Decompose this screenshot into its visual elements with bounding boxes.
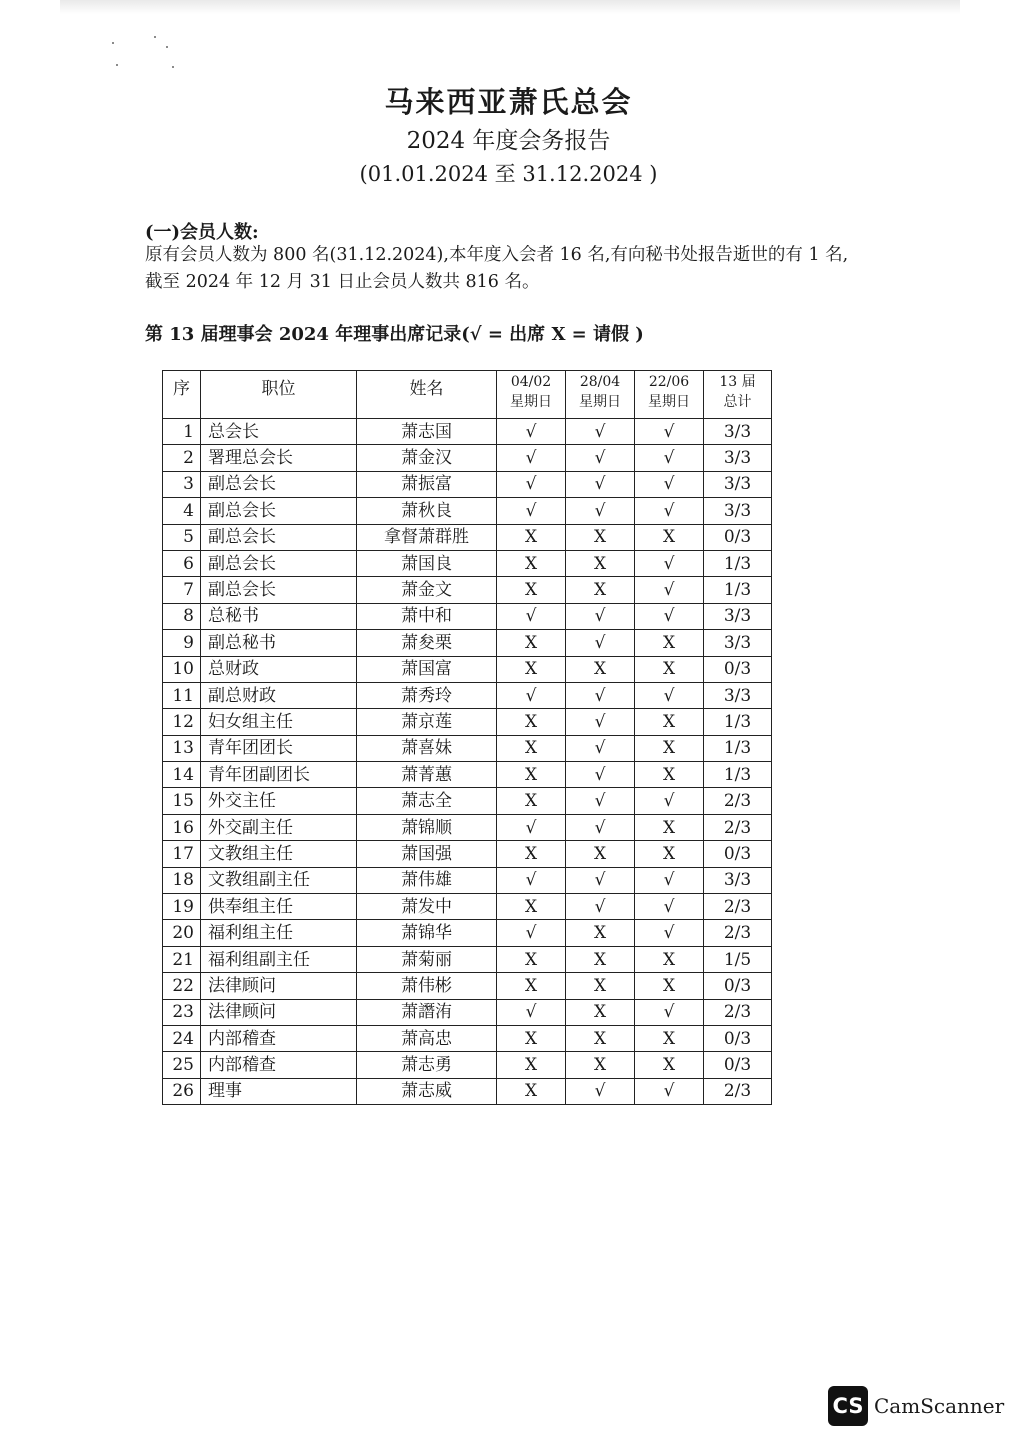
row-name: 萧国富 (357, 656, 497, 682)
table-row (163, 1078, 772, 1104)
row-name: 萧伟雄 (357, 867, 497, 893)
row-position: 内部稽查 (201, 1052, 357, 1078)
row-position: 总秘书 (201, 603, 357, 629)
table-row (163, 445, 772, 471)
row-meeting-3: √ (635, 603, 704, 629)
row-meeting-2: √ (566, 867, 635, 893)
row-name: 萧志全 (357, 788, 497, 814)
table-row (163, 471, 772, 497)
row-meeting-3: √ (635, 577, 704, 603)
attendance-table (162, 370, 772, 1105)
table-row (163, 735, 772, 761)
row-position: 副总会长 (201, 524, 357, 550)
row-name: 萧国强 (357, 841, 497, 867)
row-name: 萧京莲 (357, 709, 497, 735)
row-total: 3/3 (704, 498, 772, 524)
row-number: 7 (163, 577, 201, 603)
row-total: 1/5 (704, 946, 772, 972)
document-title: 马来西亚萧氏总会 (384, 85, 633, 119)
row-total: 1/3 (704, 577, 772, 603)
row-meeting-1: X (497, 735, 566, 761)
row-position: 总财政 (201, 656, 357, 682)
row-meeting-1: √ (497, 814, 566, 840)
row-total: 3/3 (704, 445, 772, 471)
row-number: 17 (163, 841, 201, 867)
row-total: 3/3 (704, 682, 772, 708)
table-row (163, 709, 772, 735)
row-total: 1/3 (704, 709, 772, 735)
row-number: 22 (163, 973, 201, 999)
row-total: 0/3 (704, 1025, 772, 1051)
row-position: 文教组副主任 (201, 867, 357, 893)
row-meeting-2: X (566, 999, 635, 1025)
row-total: 0/3 (704, 841, 772, 867)
row-total: 3/3 (704, 603, 772, 629)
row-meeting-2: √ (566, 894, 635, 920)
row-meeting-1: √ (497, 999, 566, 1025)
row-name: 萧锦华 (357, 920, 497, 946)
row-meeting-2: √ (566, 471, 635, 497)
row-meeting-1: X (497, 577, 566, 603)
row-name: 萧金文 (357, 577, 497, 603)
row-position: 青年团副团长 (201, 762, 357, 788)
row-meeting-3: √ (635, 867, 704, 893)
row-number: 6 (163, 550, 201, 576)
row-number: 3 (163, 471, 201, 497)
header-meeting-3: 22/06 星期日 (635, 371, 704, 419)
table-row (163, 498, 772, 524)
row-meeting-2: √ (566, 1078, 635, 1104)
row-meeting-3: X (635, 735, 704, 761)
row-total: 1/3 (704, 735, 772, 761)
row-number: 12 (163, 709, 201, 735)
row-meeting-2: X (566, 1052, 635, 1078)
header-name: 姓名 (357, 371, 497, 419)
row-number: 8 (163, 603, 201, 629)
row-meeting-1: X (497, 630, 566, 656)
row-meeting-3: X (635, 656, 704, 682)
row-meeting-2: X (566, 920, 635, 946)
row-position: 福利组副主任 (201, 946, 357, 972)
header-total: 13 届 总计 (704, 371, 772, 419)
table-row (163, 630, 772, 656)
row-total: 1/3 (704, 550, 772, 576)
row-total: 1/3 (704, 762, 772, 788)
row-number: 23 (163, 999, 201, 1025)
row-meeting-2: √ (566, 762, 635, 788)
row-total: 0/3 (704, 973, 772, 999)
row-number: 20 (163, 920, 201, 946)
row-total: 2/3 (704, 920, 772, 946)
row-name: 萧伟彬 (357, 973, 497, 999)
row-number: 11 (163, 682, 201, 708)
table-row (163, 867, 772, 893)
row-meeting-3: X (635, 1052, 704, 1078)
row-meeting-3: √ (635, 471, 704, 497)
row-total: 2/3 (704, 894, 772, 920)
row-total: 0/3 (704, 1052, 772, 1078)
row-meeting-2: X (566, 656, 635, 682)
table-row (163, 920, 772, 946)
attendance-header-row (163, 371, 772, 419)
table-row (163, 946, 772, 972)
row-meeting-3: X (635, 709, 704, 735)
row-position: 内部稽查 (201, 1025, 357, 1051)
row-name: 萧秋良 (357, 498, 497, 524)
row-meeting-3: X (635, 814, 704, 840)
row-name: 萧秀玲 (357, 682, 497, 708)
row-position: 理事 (201, 1078, 357, 1104)
row-meeting-3: X (635, 524, 704, 550)
row-total: 2/3 (704, 814, 772, 840)
row-position: 副总秘书 (201, 630, 357, 656)
row-meeting-3: X (635, 1025, 704, 1051)
row-meeting-1: X (497, 550, 566, 576)
row-number: 19 (163, 894, 201, 920)
row-meeting-1: X (497, 841, 566, 867)
row-position: 妇女组主任 (201, 709, 357, 735)
row-name: 萧菊丽 (357, 946, 497, 972)
row-meeting-3: X (635, 762, 704, 788)
row-meeting-2: √ (566, 814, 635, 840)
table-row (163, 682, 772, 708)
row-position: 青年团团长 (201, 735, 357, 761)
camscanner-logo: CS (828, 1386, 868, 1426)
row-number: 4 (163, 498, 201, 524)
row-name: 拿督萧群胜 (357, 524, 497, 550)
row-number: 10 (163, 656, 201, 682)
row-number: 14 (163, 762, 201, 788)
row-name: 萧国良 (357, 550, 497, 576)
row-position: 法律顾问 (201, 999, 357, 1025)
row-meeting-3: X (635, 973, 704, 999)
table-row (163, 603, 772, 629)
row-meeting-1: X (497, 946, 566, 972)
row-name: 萧志勇 (357, 1052, 497, 1078)
row-name: 萧志威 (357, 1078, 497, 1104)
table-row (163, 524, 772, 550)
attendance-caption: 第 13 届理事会 2024 年理事出席记录(√ = 出席 X = 请假 ) (145, 324, 644, 345)
row-meeting-1: √ (497, 867, 566, 893)
row-meeting-2: X (566, 946, 635, 972)
row-number: 18 (163, 867, 201, 893)
row-meeting-2: √ (566, 735, 635, 761)
row-number: 26 (163, 1078, 201, 1104)
row-meeting-2: √ (566, 419, 635, 445)
row-meeting-3: √ (635, 419, 704, 445)
row-meeting-2: √ (566, 603, 635, 629)
row-number: 21 (163, 946, 201, 972)
header-meeting-2: 28/04 星期日 (566, 371, 635, 419)
header-position: 职位 (201, 371, 357, 419)
table-row (163, 577, 772, 603)
row-position: 福利组主任 (201, 920, 357, 946)
row-position: 副总会长 (201, 498, 357, 524)
row-meeting-3: √ (635, 920, 704, 946)
row-number: 9 (163, 630, 201, 656)
row-total: 2/3 (704, 999, 772, 1025)
row-meeting-3: √ (635, 788, 704, 814)
row-number: 16 (163, 814, 201, 840)
row-name: 萧中和 (357, 603, 497, 629)
row-meeting-2: X (566, 577, 635, 603)
membership-heading: (一)会员人数: (145, 222, 259, 243)
row-meeting-3: √ (635, 550, 704, 576)
row-number: 5 (163, 524, 201, 550)
row-name: 萧喜妹 (357, 735, 497, 761)
row-meeting-3: √ (635, 894, 704, 920)
row-total: 3/3 (704, 867, 772, 893)
row-position: 副总会长 (201, 577, 357, 603)
row-meeting-2: X (566, 841, 635, 867)
row-meeting-2: X (566, 973, 635, 999)
header-meeting-1: 04/02 星期日 (497, 371, 566, 419)
row-name: 萧志国 (357, 419, 497, 445)
row-total: 0/3 (704, 656, 772, 682)
row-meeting-1: √ (497, 498, 566, 524)
row-total: 3/3 (704, 630, 772, 656)
report-subtitle: 2024 年度会务报告 (406, 128, 611, 154)
row-meeting-3: X (635, 946, 704, 972)
row-meeting-1: X (497, 524, 566, 550)
row-meeting-2: √ (566, 630, 635, 656)
row-meeting-2: √ (566, 788, 635, 814)
row-meeting-1: X (497, 709, 566, 735)
scan-edge-top (60, 0, 960, 14)
table-row (163, 973, 772, 999)
row-number: 13 (163, 735, 201, 761)
row-meeting-2: √ (566, 498, 635, 524)
row-meeting-3: X (635, 841, 704, 867)
table-row (163, 1025, 772, 1051)
row-number: 1 (163, 419, 201, 445)
table-row (163, 762, 772, 788)
row-name: 萧夋栗 (357, 630, 497, 656)
row-meeting-1: X (497, 788, 566, 814)
row-meeting-1: √ (497, 419, 566, 445)
header-no: 序 (163, 371, 201, 419)
row-total: 3/3 (704, 471, 772, 497)
table-row (163, 419, 772, 445)
row-meeting-1: X (497, 1078, 566, 1104)
row-name: 萧高忠 (357, 1025, 497, 1051)
row-name: 萧菁蕙 (357, 762, 497, 788)
row-meeting-1: X (497, 762, 566, 788)
row-name: 萧振富 (357, 471, 497, 497)
row-meeting-1: √ (497, 471, 566, 497)
row-position: 副总财政 (201, 682, 357, 708)
scan-specks (110, 36, 180, 76)
row-meeting-1: X (497, 973, 566, 999)
row-position: 外交主任 (201, 788, 357, 814)
row-meeting-1: √ (497, 445, 566, 471)
row-meeting-1: X (497, 894, 566, 920)
row-meeting-2: √ (566, 445, 635, 471)
row-meeting-2: √ (566, 709, 635, 735)
row-position: 署理总会长 (201, 445, 357, 471)
row-meeting-3: X (635, 630, 704, 656)
row-number: 2 (163, 445, 201, 471)
report-period: (01.01.2024 至 31.12.2024 ) (359, 162, 658, 186)
row-meeting-3: √ (635, 498, 704, 524)
row-position: 副总会长 (201, 471, 357, 497)
table-row (163, 1052, 772, 1078)
row-number: 25 (163, 1052, 201, 1078)
row-position: 法律顾问 (201, 973, 357, 999)
row-meeting-2: X (566, 1025, 635, 1051)
row-number: 24 (163, 1025, 201, 1051)
row-meeting-1: X (497, 1025, 566, 1051)
row-position: 外交副主任 (201, 814, 357, 840)
row-total: 2/3 (704, 1078, 772, 1104)
row-name: 萧金汉 (357, 445, 497, 471)
row-meeting-1: √ (497, 920, 566, 946)
row-meeting-1: √ (497, 603, 566, 629)
row-name: 萧发中 (357, 894, 497, 920)
table-row (163, 894, 772, 920)
row-position: 总会长 (201, 419, 357, 445)
row-meeting-1: X (497, 1052, 566, 1078)
table-row (163, 788, 772, 814)
camscanner-brand: CamScanner (874, 1394, 1005, 1418)
row-position: 供奉组主任 (201, 894, 357, 920)
row-position: 副总会长 (201, 550, 357, 576)
row-meeting-1: √ (497, 682, 566, 708)
row-meeting-3: √ (635, 682, 704, 708)
table-row (163, 656, 772, 682)
row-number: 15 (163, 788, 201, 814)
row-position: 文教组主任 (201, 841, 357, 867)
table-row (163, 841, 772, 867)
row-total: 0/3 (704, 524, 772, 550)
row-total: 3/3 (704, 419, 772, 445)
row-meeting-3: √ (635, 445, 704, 471)
row-name: 萧锦顺 (357, 814, 497, 840)
membership-paragraph: 原有会员人数为 800 名(31.12.2024),本年度入会者 16 名,有向秘书处报告逝世的有 1 名,截至 2024 年 12 月 31 日止会员人数共 816 名。 (145, 245, 849, 292)
row-meeting-1: X (497, 656, 566, 682)
row-meeting-2: X (566, 550, 635, 576)
row-meeting-2: X (566, 524, 635, 550)
row-meeting-3: √ (635, 999, 704, 1025)
row-meeting-2: √ (566, 682, 635, 708)
row-total: 2/3 (704, 788, 772, 814)
row-meeting-3: √ (635, 1078, 704, 1104)
table-row (163, 999, 772, 1025)
table-row (163, 814, 772, 840)
row-name: 萧譖洧 (357, 999, 497, 1025)
table-row (163, 550, 772, 576)
